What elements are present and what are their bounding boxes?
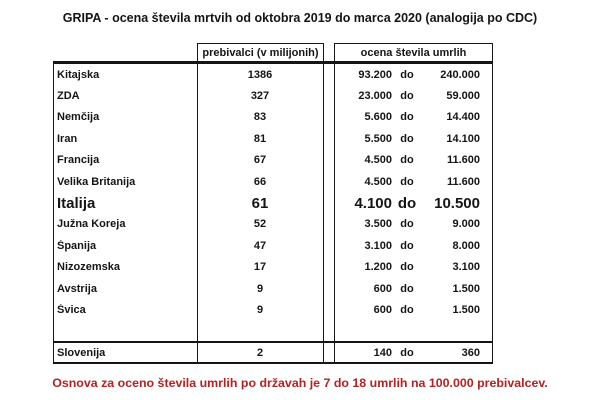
deaths-range-cell xyxy=(334,218,492,230)
country-cell: Španija xyxy=(57,239,97,252)
country-cell: ZDA xyxy=(57,90,80,103)
population-cell: 9 xyxy=(256,303,264,316)
deaths-max-value: 1.500 xyxy=(452,282,480,295)
population-cell: 2 xyxy=(256,346,264,359)
population-cell: 1386 xyxy=(247,68,273,81)
deaths-min-value: 4.500 xyxy=(364,175,392,188)
deaths-max-value: 14.400 xyxy=(446,111,480,124)
range-separator-word: do xyxy=(400,90,414,103)
range-separator-word: do xyxy=(400,68,414,81)
deaths-range-cell xyxy=(334,69,492,81)
table-row xyxy=(53,150,493,171)
deaths-min-value: 4.500 xyxy=(364,154,392,167)
table-row xyxy=(53,257,493,278)
deaths-max-value: 59.000 xyxy=(446,90,480,103)
deaths-max-value: 240.000 xyxy=(440,68,480,81)
country-cell: Italija xyxy=(57,194,96,212)
range-separator-word: do xyxy=(400,132,414,145)
deaths-min-value: 600 xyxy=(373,303,392,316)
range-separator-word: do xyxy=(400,346,414,359)
column-header-population: prebivalci (v milijonih) xyxy=(202,46,319,59)
population-cell: 61 xyxy=(251,194,269,212)
table-row xyxy=(53,85,493,106)
deaths-max-value: 1.500 xyxy=(452,303,480,316)
deaths-min-value: 140 xyxy=(373,346,392,359)
population-cell: 83 xyxy=(253,111,267,124)
deaths-range-cell xyxy=(334,261,492,273)
slovenia-section xyxy=(53,343,493,362)
range-separator-word: do xyxy=(400,261,414,274)
deaths-max-value: 14.100 xyxy=(446,132,480,145)
table-row xyxy=(53,343,493,362)
deaths-min-value: 600 xyxy=(373,282,392,295)
deaths-min-value: 3.100 xyxy=(364,239,392,252)
deaths-range-cell xyxy=(334,240,492,252)
country-cell: Slovenija xyxy=(57,346,106,359)
table-bottom-line xyxy=(53,362,493,364)
header-top-border-deaths xyxy=(334,43,493,44)
range-separator-word: do xyxy=(400,154,414,167)
country-cell: Južna Koreja xyxy=(57,218,126,231)
country-cell: Kitajska xyxy=(57,68,100,81)
deaths-min-value: 5.500 xyxy=(364,132,392,145)
range-separator-word: do xyxy=(397,194,417,212)
table-row xyxy=(53,299,493,320)
deaths-range-cell xyxy=(334,304,492,316)
table-row xyxy=(53,278,493,299)
deaths-range-cell xyxy=(334,133,492,145)
population-cell: 66 xyxy=(253,175,267,188)
country-cell: Avstrija xyxy=(57,282,97,295)
mortality-table xyxy=(53,43,493,364)
deaths-max-value: 11.600 xyxy=(446,175,480,188)
population-cell: 47 xyxy=(253,239,267,252)
range-separator-word: do xyxy=(400,303,414,316)
deaths-min-value: 23.000 xyxy=(358,90,392,103)
deaths-min-value: 93.200 xyxy=(358,68,392,81)
deaths-min-value: 5.600 xyxy=(364,111,392,124)
country-cell: Nemčija xyxy=(57,111,100,124)
population-cell: 327 xyxy=(250,90,270,103)
population-cell: 67 xyxy=(253,154,267,167)
range-separator-word: do xyxy=(400,175,414,188)
table-row xyxy=(53,214,493,235)
deaths-max-value: 9.000 xyxy=(452,218,480,231)
column-header-deaths: ocena števila umrlih xyxy=(360,46,467,59)
deaths-range-cell xyxy=(334,283,492,295)
country-cell: Francija xyxy=(57,154,100,167)
range-separator-word: do xyxy=(400,239,414,252)
country-cell: Nizozemska xyxy=(57,261,120,274)
deaths-range-cell xyxy=(334,111,492,123)
deaths-min-value: 3.500 xyxy=(364,218,392,231)
country-cell: Iran xyxy=(57,132,78,145)
country-cell: Velika Britanija xyxy=(57,175,136,188)
deaths-range-cell xyxy=(334,347,492,359)
deaths-max-value: 3.100 xyxy=(452,261,480,274)
population-cell: 9 xyxy=(256,282,264,295)
deaths-max-value: 10.500 xyxy=(434,194,480,212)
range-separator-word: do xyxy=(400,282,414,295)
table-row xyxy=(53,64,493,85)
deaths-max-value: 360 xyxy=(461,346,480,359)
deaths-min-value: 4.100 xyxy=(354,194,392,212)
country-cell: Švica xyxy=(57,303,86,316)
deaths-range-cell xyxy=(334,90,492,102)
table-row xyxy=(53,192,493,213)
population-cell: 52 xyxy=(253,218,267,231)
deaths-range-cell xyxy=(334,195,492,212)
table-row xyxy=(53,171,493,192)
footnote: Osnova za oceno števila umrlih po državah je 7 do 18 umrlih na 100.000 prebivalcev. xyxy=(52,376,548,390)
deaths-max-value: 11.600 xyxy=(446,154,480,167)
table-row xyxy=(53,107,493,128)
population-cell: 81 xyxy=(253,132,267,145)
deaths-min-value: 1.200 xyxy=(364,261,392,274)
header-top-border-population xyxy=(197,43,324,44)
table-row xyxy=(53,235,493,256)
deaths-max-value: 8.000 xyxy=(452,239,480,252)
table-row xyxy=(53,128,493,149)
deaths-range-cell xyxy=(334,154,492,166)
range-separator-word: do xyxy=(400,218,414,231)
deaths-range-cell xyxy=(334,176,492,188)
range-separator-word: do xyxy=(400,111,414,124)
population-cell: 17 xyxy=(253,261,267,274)
table-body xyxy=(53,64,493,321)
page-title: GRIPA - ocena števila mrtvih od oktobra 2019 do marca 2020 (analogija po CDC) xyxy=(62,11,538,25)
